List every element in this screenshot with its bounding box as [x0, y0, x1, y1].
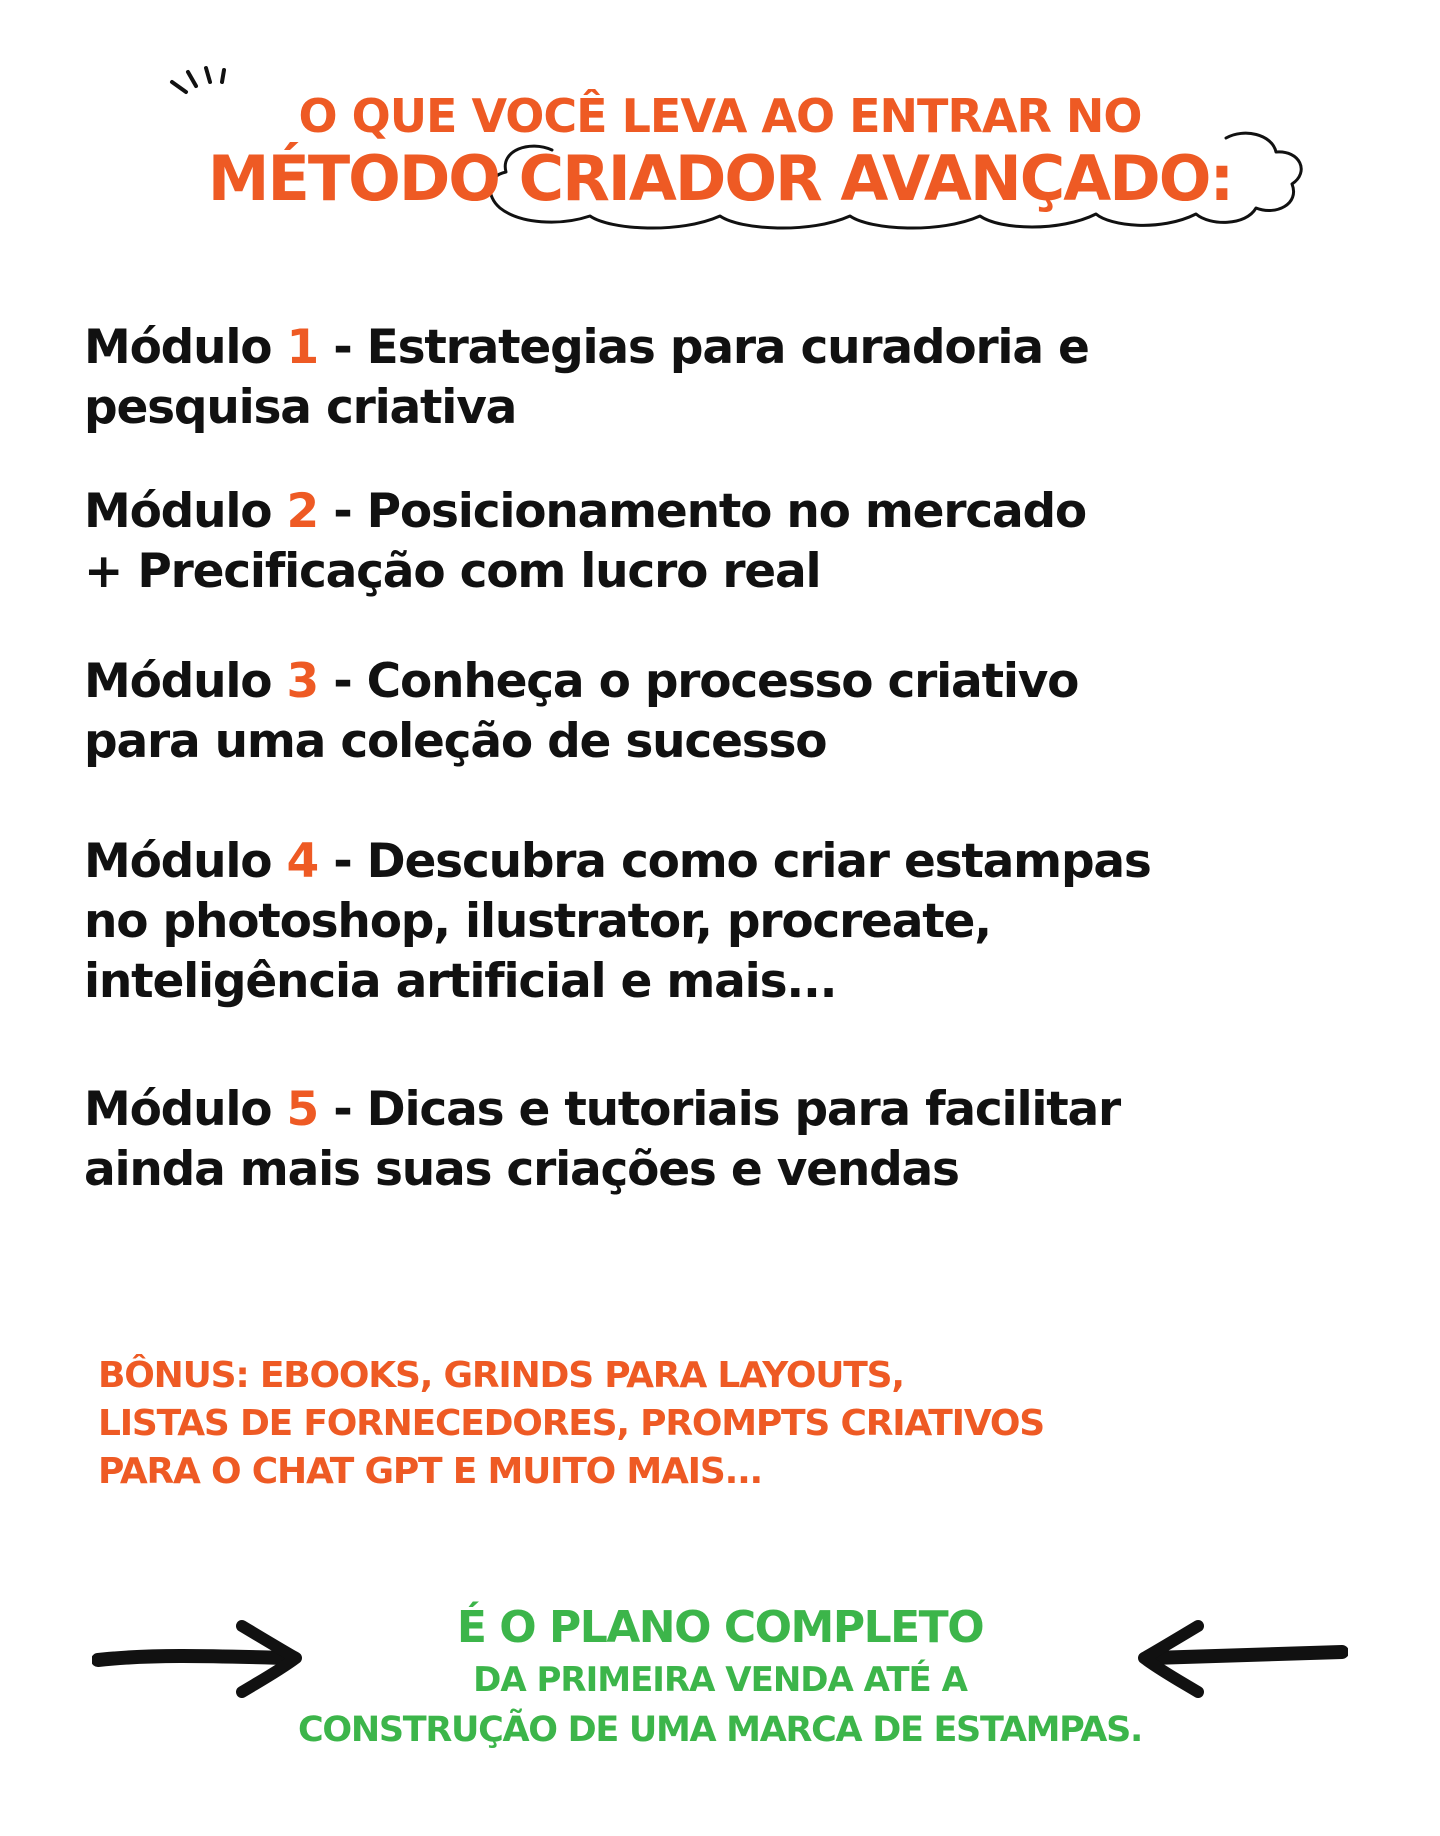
- module-item-4: [84, 832, 1151, 1012]
- module-item-5: [84, 1080, 1120, 1200]
- module-title-line2: + Precificação com lucro real: [84, 544, 821, 599]
- module-title-line2: ainda mais suas criações e vendas: [84, 1142, 959, 1197]
- module-item-3: [84, 652, 1078, 772]
- module-title-line2: para uma coleção de sucesso: [84, 714, 827, 769]
- bonus-line1: BÔNUS: EBOOKS, GRINDS PARA LAYOUTS,: [98, 1355, 904, 1396]
- module-title-line2: pesquisa criativa: [84, 380, 517, 435]
- footer-line3: CONSTRUÇÃO DE UMA MARCA DE ESTAMPAS.: [298, 1710, 1142, 1750]
- module-prefix: Módulo: [84, 484, 287, 539]
- module-title-line1: - Conheça o processo criativo: [318, 654, 1079, 709]
- footer-line1: É O PLANO COMPLETO: [456, 1602, 984, 1653]
- module-title-line1: - Dicas e tutoriais para facilitar: [318, 1082, 1121, 1137]
- module-prefix: Módulo: [84, 320, 287, 375]
- module-number: 4: [286, 834, 319, 889]
- module-number: 5: [286, 1082, 319, 1137]
- header-title-line2: MÉTODO CRIADOR AVANÇADO:: [207, 142, 1233, 215]
- module-item-1: [84, 318, 1089, 438]
- module-number: 3: [286, 654, 319, 709]
- module-prefix: Módulo: [84, 834, 287, 889]
- module-number: 2: [286, 484, 319, 539]
- bonus-line2: LISTAS DE FORNECEDORES, PROMPTS CRIATIVOS: [98, 1403, 1044, 1444]
- module-title-line1: - Posicionamento no mercado: [318, 484, 1087, 539]
- footer-line2: DA PRIMEIRA VENDA ATÉ A: [473, 1660, 967, 1700]
- bonus-line3: PARA O CHAT GPT E MUITO MAIS...: [98, 1451, 763, 1492]
- module-title-line1: - Descubra como criar estampas: [318, 834, 1151, 889]
- header-title: [0, 88, 1440, 214]
- module-title-line1: - Estrategias para curadoria e: [318, 320, 1089, 375]
- module-number: 1: [286, 320, 319, 375]
- bonus-text: [98, 1352, 1378, 1496]
- footer-tagline: [0, 1600, 1440, 1756]
- module-title-line3: inteligência artificial e mais...: [84, 954, 837, 1009]
- module-item-2: [84, 482, 1086, 602]
- header-title-line1: O QUE VOCÊ LEVA AO ENTRAR NO: [298, 89, 1142, 143]
- module-prefix: Módulo: [84, 654, 287, 709]
- module-prefix: Módulo: [84, 1082, 287, 1137]
- module-title-line2: no photoshop, ilustrator, procreate,: [84, 894, 991, 949]
